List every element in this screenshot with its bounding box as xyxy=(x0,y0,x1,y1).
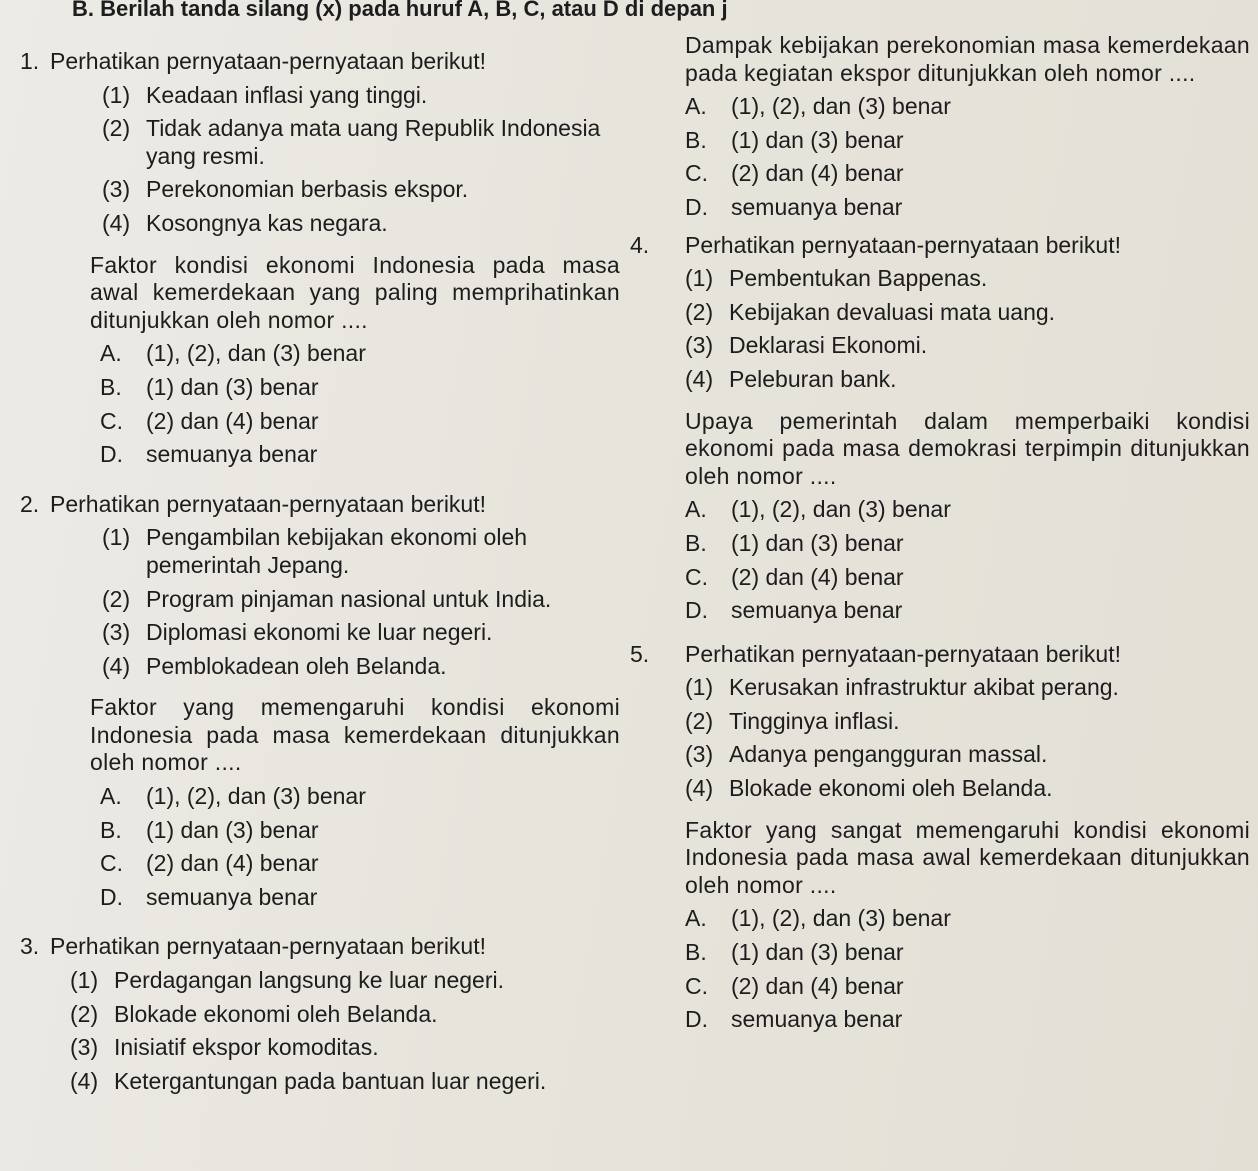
question-number: 2. xyxy=(20,490,40,517)
statement: (2) Kebijakan devaluasi mata uang. xyxy=(685,298,1056,325)
statement: (1) Perdagangan langsung ke luar negeri. xyxy=(70,967,505,994)
question-5-intro xyxy=(630,641,1250,669)
right-column xyxy=(630,22,1250,1034)
answer-option-b[interactable]: B. (1) dan (3) benar xyxy=(100,373,319,400)
question-4-intro xyxy=(630,232,1250,260)
answer-option-a[interactable]: A. (1), (2), dan (3) benar xyxy=(685,905,951,932)
statement: (3) Adanya pengangguran massal. xyxy=(685,741,1048,768)
statement: (2) Program pinjaman nasional untuk India. xyxy=(102,585,552,612)
statement: (3) Inisiatif ekspor komoditas. xyxy=(70,1034,379,1061)
statement: (1) Pengambilan kebijakan ekonomi oleh pemerintah Jepang. xyxy=(102,524,528,578)
answer-option-a[interactable]: A. (1), (2), dan (3) benar xyxy=(685,496,951,523)
answer-option-b[interactable]: B. (1) dan (3) benar xyxy=(685,939,904,966)
statement: (4) Kosongnya kas negara. xyxy=(102,209,388,236)
question-intro: Perhatikan pernyataan-pernyataan berikut! xyxy=(685,231,1122,258)
answer-option-c[interactable]: C. (2) dan (4) benar xyxy=(100,850,319,877)
statement: (1) Pembentukan Bappenas. xyxy=(685,265,988,292)
question-number: 4. xyxy=(630,231,650,258)
statement: (3) Perekonomian berbasis ekspor. xyxy=(102,176,469,203)
statement: (3) Diplomasi ekonomi ke luar negeri. xyxy=(102,619,493,646)
question-stem: Upaya pemerintah dalam memperbaiki kondisi ekonomi pada masa demokrasi terpimpin ditunjukkan oleh nomor .... xyxy=(685,407,1250,489)
answer-option-c[interactable]: C. (2) dan (4) benar xyxy=(685,972,904,999)
left-column xyxy=(20,44,620,1095)
answer-option-a[interactable]: A. (1), (2), dan (3) benar xyxy=(100,783,366,810)
statement: (3) Deklarasi Ekonomi. xyxy=(685,332,928,359)
statement: (2) Blokade ekonomi oleh Belanda. xyxy=(70,1000,438,1027)
question-3-intro xyxy=(20,933,620,961)
answer-option-d[interactable]: D. semuanya benar xyxy=(100,441,318,468)
answer-option-d[interactable]: D. semuanya benar xyxy=(685,1006,903,1033)
question-intro: Perhatikan pernyataan-pernyataan berikut! xyxy=(50,490,487,517)
answer-option-d[interactable]: D. semuanya benar xyxy=(685,193,903,220)
question-intro: Perhatikan pernyataan-pernyataan berikut! xyxy=(685,640,1122,667)
question-2-intro xyxy=(20,491,620,519)
statement: (2) Tidak adanya mata uang Republik Indonesia yang resmi. xyxy=(102,115,601,169)
question-stem: Faktor kondisi ekonomi Indonesia pada masa awal kemerdekaan yang paling memprihatinkan ditunjukkan oleh nomor .... xyxy=(90,251,620,333)
question-number: 1. xyxy=(20,48,40,74)
question-stem: Faktor yang memengaruhi kondisi ekonomi Indonesia pada masa kemerdekaan ditunjukkan oleh nomor .... xyxy=(90,694,620,776)
statement: (4) Pemblokadean oleh Belanda. xyxy=(102,652,447,679)
answer-option-b[interactable]: B. (1) dan (3) benar xyxy=(685,126,904,153)
statement: (2) Tingginya inflasi. xyxy=(685,707,900,734)
answer-option-c[interactable]: C. (2) dan (4) benar xyxy=(685,160,904,187)
answer-option-c[interactable]: C. (2) dan (4) benar xyxy=(100,407,319,434)
question-stem: Faktor yang sangat memengaruhi kondisi ekonomi Indonesia pada masa awal kemerdekaan ditunjukkan oleh nomor .... xyxy=(685,816,1250,898)
answer-option-d[interactable]: D. semuanya benar xyxy=(100,883,318,910)
statement: (4) Blokade ekonomi oleh Belanda. xyxy=(685,775,1053,802)
statement: (1) Keadaan inflasi yang tinggi. xyxy=(102,81,428,108)
statement: (4) Peleburan bank. xyxy=(685,365,897,392)
question-number: 3. xyxy=(20,933,40,960)
answer-option-b[interactable]: B. (1) dan (3) benar xyxy=(685,529,904,556)
answer-option-a[interactable]: A. (1), (2), dan (3) benar xyxy=(100,340,366,367)
answer-option-a[interactable]: A. (1), (2), dan (3) benar xyxy=(685,93,951,120)
section-title: B. Berilah tanda silang (x) pada huruf A, B, C, atau D di depan j xyxy=(72,0,728,21)
answer-option-d[interactable]: D. semuanya benar xyxy=(685,597,903,624)
answer-option-b[interactable]: B. (1) dan (3) benar xyxy=(100,816,319,843)
question-stem: Dampak kebijakan perekonomian masa kemerdekaan pada kegiatan ekspor ditunjukkan oleh nomor .... xyxy=(685,32,1250,86)
question-1-intro xyxy=(20,48,620,76)
statement: (1) Kerusakan infrastruktur akibat perang. xyxy=(685,674,1119,701)
question-number: 5. xyxy=(630,640,650,667)
answer-option-c[interactable]: C. (2) dan (4) benar xyxy=(685,563,904,590)
question-intro: Perhatikan pernyataan-pernyataan berikut! xyxy=(50,933,487,960)
question-intro: Perhatikan pernyataan-pernyataan berikut! xyxy=(50,48,487,74)
statement: (4) Ketergantungan pada bantuan luar negeri. xyxy=(70,1067,547,1094)
